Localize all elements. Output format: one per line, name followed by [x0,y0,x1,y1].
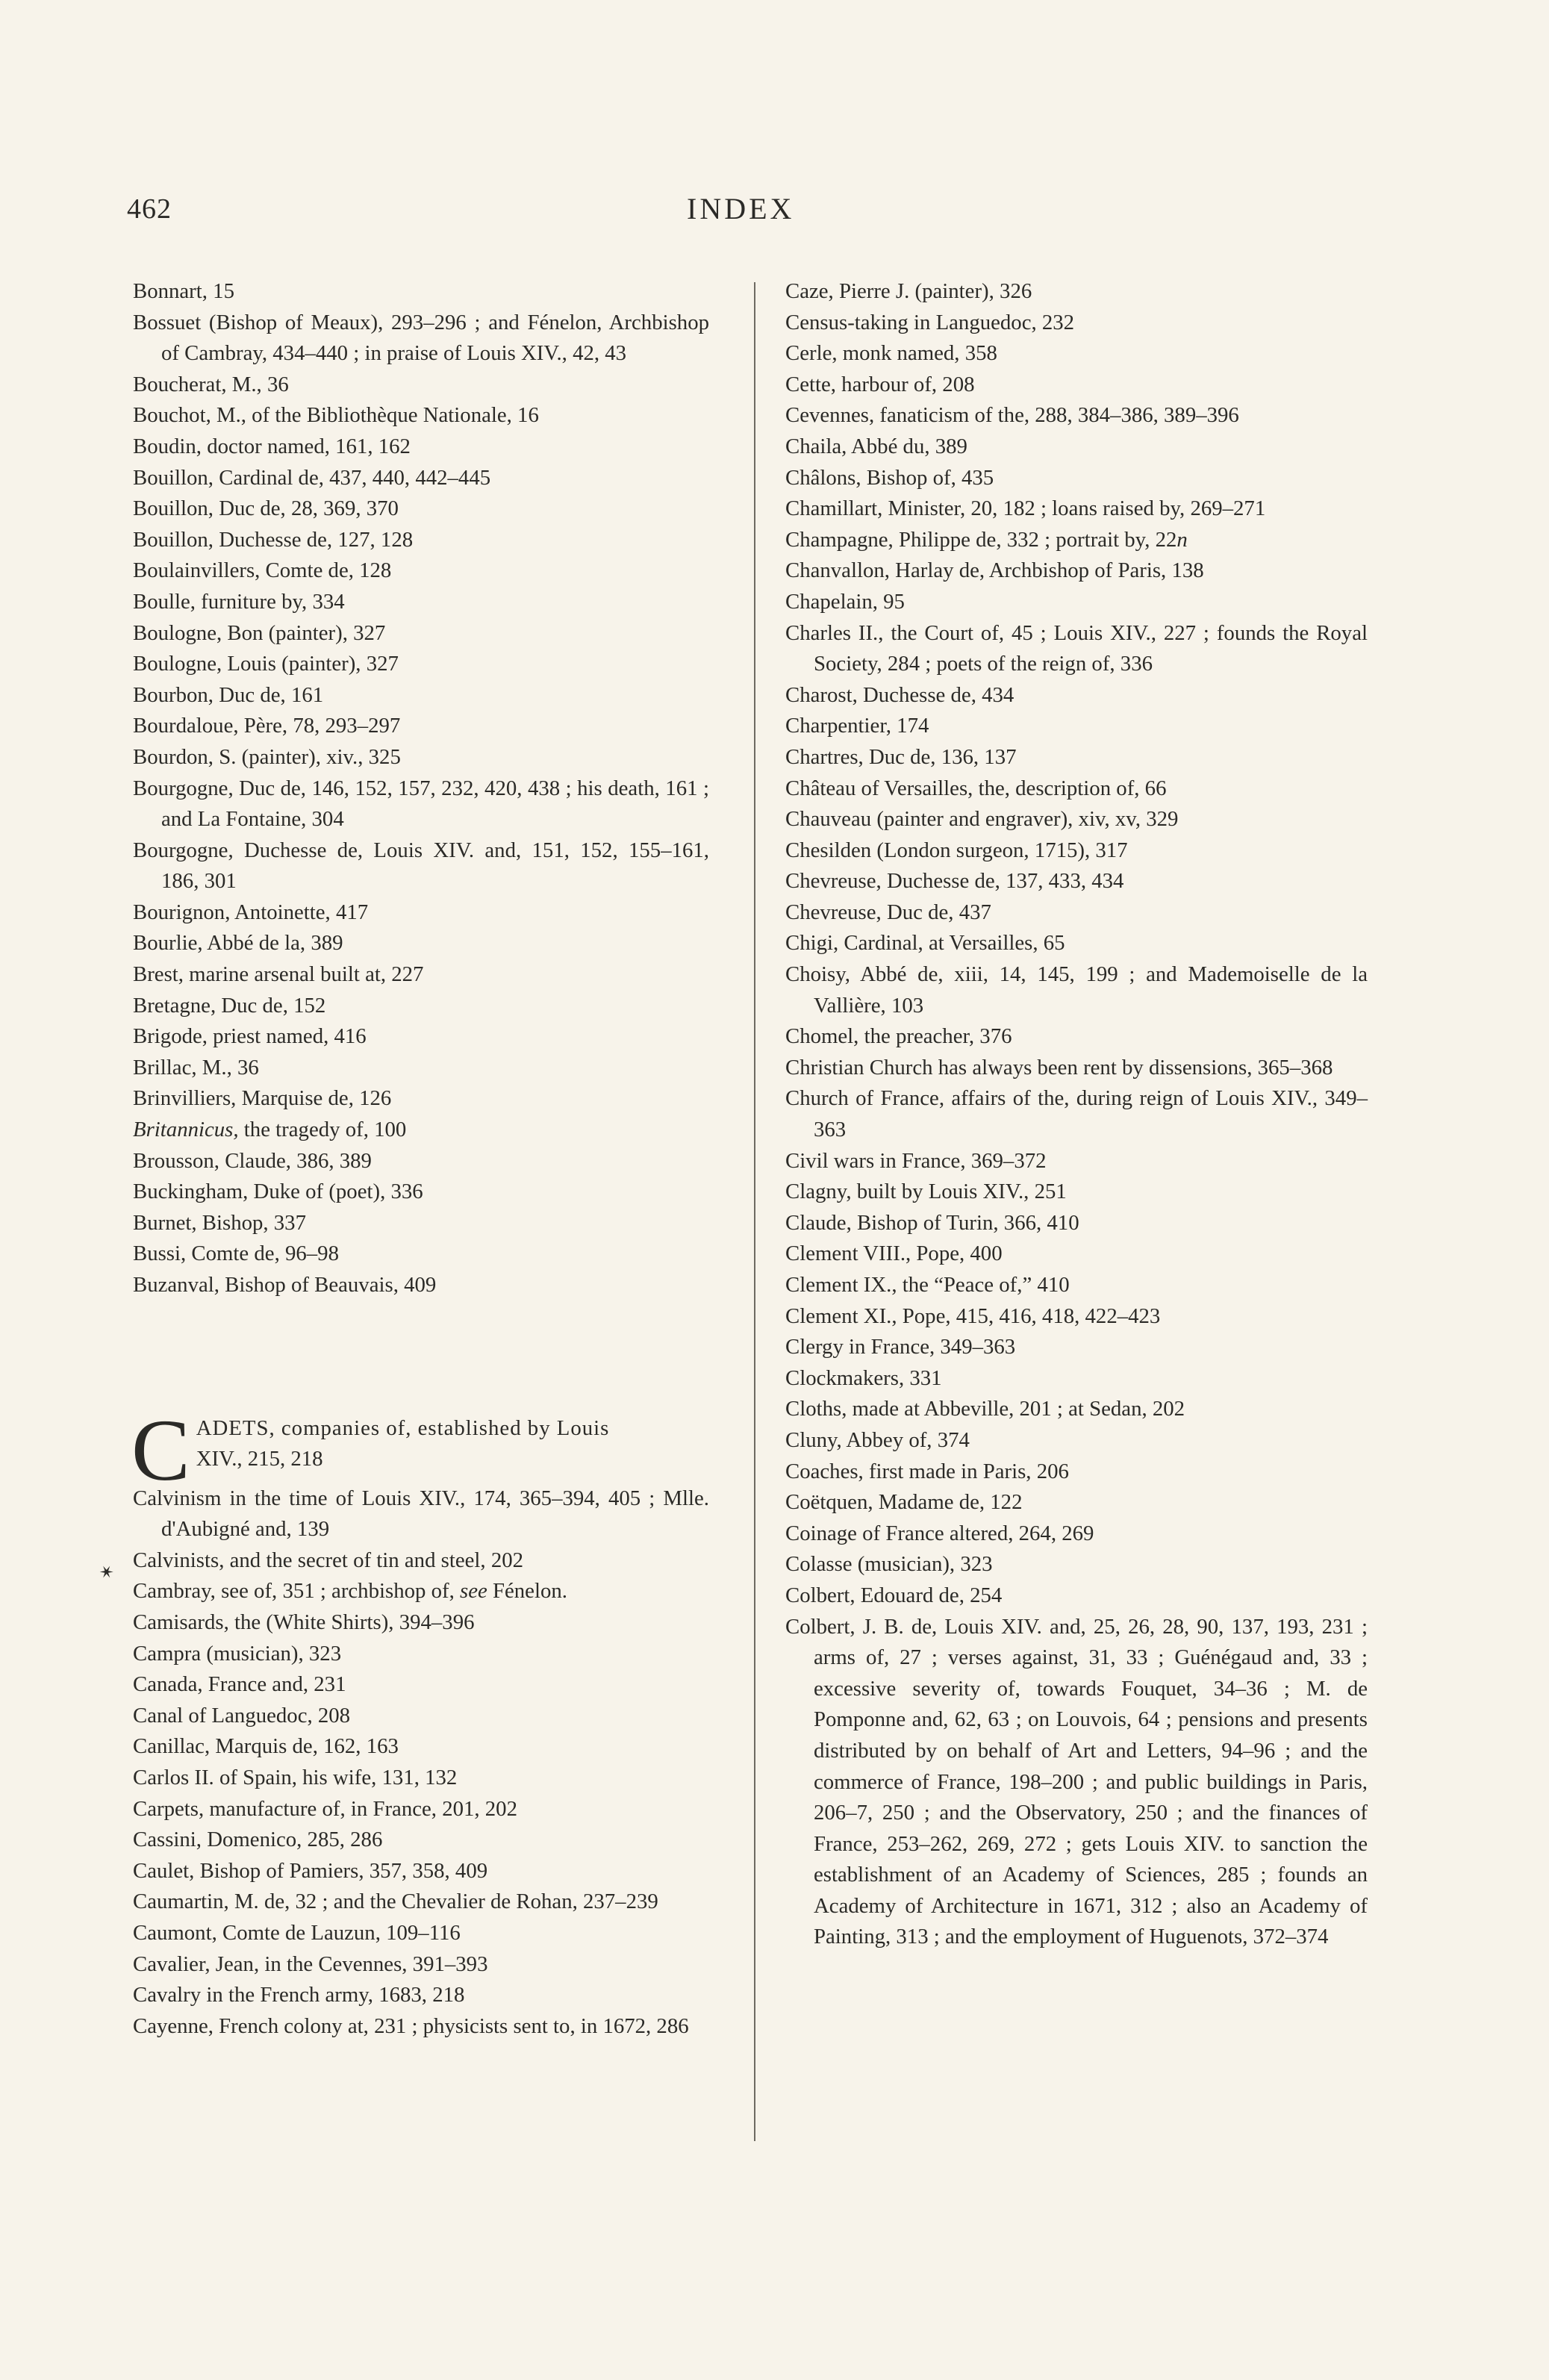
index-entry: Bourignon, Antoinette, 417 [133,900,369,924]
index-entry: Brinvilliers, Marquise de, 126 [133,1086,392,1111]
index-entry: Campra (musician), 323 [133,1641,342,1666]
index-entry: Chesilden (London surgeon, 1715), 317 [785,838,1128,862]
index-entry: Bussi, Comte de, 96–98 [133,1242,339,1266]
index-entry: Charost, Duchesse de, 434 [785,682,1015,707]
index-entry: Chigi, Cardinal, at Versailles, 65 [785,931,1065,956]
index-entry: Clagny, built by Louis XIV., 251 [785,1180,1067,1204]
index-entry: Brillac, M., 36 [133,1055,259,1080]
running-head: INDEX [687,192,795,225]
index-entry: Chartres, Duc de, 136, 137 [785,744,1017,769]
index-entry: Caulet, Bishop of Pamiers, 357, 358, 409 [133,1858,488,1883]
index-entry: Chauveau (painter and engraver), xiv, xv, 329 [785,807,1179,832]
index-entry: Château of Versailles, the, description of, 66 [785,776,1167,800]
index-entry: Bossuet (Bishop of Meaux), 293–296 ; and Fénelon, Archbishop of Cambray, 434–440 ; in praise of Louis XIV., 42, 43 [133,310,709,366]
index-entry: Bourdaloue, Père, 78, 293–297 [133,714,401,738]
index-entry: Burnet, Bishop, 337 [133,1210,306,1235]
index-entry: Châlons, Bishop of, 435 [785,465,994,490]
index-entry: Carpets, manufacture of, in France, 201, 202 [133,1796,517,1821]
index-column-right [785,276,1368,1953]
index-entry: Boulle, furniture by, 334 [133,589,345,614]
index-entry: Church of France, affairs of the, during reign of Louis XIV., 349–363 [785,1086,1368,1142]
index-column-left [133,276,709,2042]
index-entry: Cavalry in the French army, 1683, 218 [133,1983,465,2007]
index-entry-cambray [133,1576,709,1607]
index-entry: Bonnart, 15 [133,279,234,303]
index-entry: Charpentier, 174 [785,714,929,738]
entry-italic: n [1176,527,1188,552]
column-divider [754,282,755,2141]
page-number: 462 [127,193,172,225]
index-entry: Clement VIII., Pope, 400 [785,1242,1003,1266]
index-entry: Chevreuse, Duc de, 437 [785,900,991,924]
entry-text: Fénelon. [487,1579,567,1604]
index-entry: Bourlie, Abbé de la, 389 [133,931,343,956]
index-entry: Bourdon, S. (painter), xiv., 325 [133,744,401,769]
index-entry: Christian Church has always been rent by dissensions, 365–368 [785,1055,1333,1080]
index-entry-champagne [785,525,1368,556]
index-entry: Caumartin, M. de, 32 ; and the Chevalier de Rohan, 237–239 [133,1890,658,1914]
index-entry: Cayenne, French colony at, 231 ; physicists sent to, in 1672, 286 [133,2013,689,2038]
index-entry: Clergy in France, 349–363 [785,1335,1016,1359]
index-entry: Canada, France and, 231 [133,1672,346,1697]
index-entry: Colbert, Edouard de, 254 [785,1583,1003,1607]
index-entry: Calvinists, and the secret of tin and steel, 202 [133,1548,524,1572]
index-entry-cadets [133,1413,709,1445]
index-entry: Brousson, Claude, 386, 389 [133,1148,372,1173]
index-entry: Bourbon, Duc de, 161 [133,682,324,707]
entry-text: Cambray, see of, 351 ; archbishop of, [133,1579,460,1604]
index-entry: Cloths, made at Abbeville, 201 ; at Sedan, 202 [785,1397,1185,1421]
index-entry: Chomel, the preacher, 376 [785,1024,1012,1049]
index-entry: Cette, harbour of, 208 [785,372,975,396]
index-entry: Chamillart, Minister, 20, 182 ; loans raised by, 269–271 [785,496,1266,521]
index-entry: Coëtquen, Madame de, 122 [785,1490,1023,1515]
index-entry: Clement XI., Pope, 415, 416, 418, 422–423 [785,1303,1161,1328]
see-reference: see [459,1579,487,1604]
index-entry: Bouillon, Duchesse de, 127, 128 [133,527,414,552]
index-entry: Canal of Languedoc, 208 [133,1703,351,1728]
index-entry: Boucherat, M., 36 [133,372,289,396]
index-entry: Colbert, J. B. de, Louis XIV. and, 25, 26, 28, 90, 137, 193, 231 ; arms of, 27 ; verses against, 31, 33 ; Guénégaud and, 33 ; excessive severity of, towards Fouquet, 34–36 ; M. de Pomponne and, 62, 63 ; on Louvois, 64 ; pensions and presents distributed by on behalf of Art and Letters, 94–96 ; and the commerce of France, 198–200 ; and public buildings in Paris, 206–7, 250 ; and the Observatory, 250 ; and the finances of France, 253–262, 269, 272 ; gets Louis XIV. to sanction the establishment of an Academy of Sciences, 285 ; founds an Academy of Architecture in 1671, 312 ; also an Academy of Painting, 313 ; and the employment of Huguenots, 372–374 [785,1614,1368,1949]
index-entry: Cassini, Domenico, 285, 286 [133,1828,383,1852]
index-entry: Colasse (musician), 323 [785,1552,993,1577]
index-entry: Coinage of France altered, 264, 269 [785,1521,1094,1545]
index-entry: Charles II., the Court of, 45 ; Louis XIV., 227 ; founds the Royal Society, 284 ; poets of the reign of, 336 [785,620,1368,676]
index-entry: Chapelain, 95 [785,589,905,614]
index-entry-britannicus [133,1115,709,1146]
index-entry: Cerle, monk named, 358 [785,341,997,366]
index-entry: Boulogne, Bon (painter), 327 [133,620,386,645]
index-entry: Buckingham, Duke of (poet), 336 [133,1180,423,1204]
index-entry: Clement IX., the “Peace of,” 410 [785,1273,1070,1297]
index-entry: Bourgogne, Duc de, 146, 152, 157, 232, 420, 438 ; his death, 161 ; and La Fontaine, 304 [133,776,709,832]
index-entry: Boulogne, Louis (painter), 327 [133,652,399,676]
index-entry: Bourgogne, Duchesse de, Louis XIV. and, 151, 152, 155–161, 186, 301 [133,838,709,894]
index-entry-cadets-cont [133,1444,709,1475]
index-entry: Chanvallon, Harlay de, Archbishop of Paris, 138 [785,558,1204,583]
index-entry: Bouchot, M., of the Bibliothèque Nationale, 16 [133,403,539,428]
index-entry: Clockmakers, 331 [785,1365,942,1390]
index-entry: Cavalier, Jean, in the Cevennes, 391–393 [133,1951,488,1976]
index-entry: Bretagne, Duc de, 152 [133,993,326,1018]
index-entry: Bouillon, Duc de, 28, 369, 370 [133,496,399,521]
index-entry: Carlos II. of Spain, his wife, 131, 132 [133,1765,458,1789]
cadets-line-1: ADETS, companies of, established by Louis [196,1415,610,1440]
index-entry: Brest, marine arsenal built at, 227 [133,962,424,987]
index-entry: Coaches, first made in Paris, 206 [785,1459,1069,1483]
entry-text: Champagne, Philippe de, 332 ; portrait by, 22 [785,527,1177,552]
index-entry: Cluny, Abbey of, 374 [785,1427,970,1452]
index-entry: Boulainvillers, Comte de, 128 [133,558,392,583]
index-entry: Chaila, Abbé du, 389 [785,434,967,458]
index-entry: Buzanval, Bishop of Beauvais, 409 [133,1273,437,1297]
letter-c-section [131,1401,709,1499]
index-entry: Cevennes, fanaticism of the, 288, 384–386, 389–396 [785,403,1239,428]
drop-cap-initial: C [131,1401,190,1499]
index-entry: Civil wars in France, 369–372 [785,1148,1047,1173]
index-entry: Caumont, Comte de Lauzun, 109–116 [133,1920,461,1945]
index-entry: Choisy, Abbé de, xiii, 14, 145, 199 ; and Mademoiselle de la Vallière, 103 [785,962,1368,1018]
index-entry: Census-taking in Languedoc, 232 [785,310,1075,334]
entry-text: the tragedy of, 100 [238,1118,407,1142]
cadets-line-2: XIV., 215, 218 [196,1447,323,1471]
index-entry: Camisards, the (White Shirts), 394–396 [133,1610,475,1634]
index-entry: Bouillon, Cardinal de, 437, 440, 442–445 [133,465,491,490]
index-entry: Brigode, priest named, 416 [133,1024,367,1049]
index-entry: Calvinism in the time of Louis XIV., 174, 365–394, 405 ; Mlle. d'Aubigné and, 139 [133,1486,709,1542]
margin-mark-icon: ✶ [94,1560,118,1586]
index-entry: Claude, Bishop of Turin, 366, 410 [785,1210,1079,1235]
italic-title: Britannicus, [133,1118,239,1142]
index-entry: Caze, Pierre J. (painter), 326 [785,279,1032,303]
index-entry: Boudin, doctor named, 161, 162 [133,434,411,458]
index-entry: Canillac, Marquis de, 162, 163 [133,1734,399,1759]
index-entry: Chevreuse, Duchesse de, 137, 433, 434 [785,869,1124,894]
